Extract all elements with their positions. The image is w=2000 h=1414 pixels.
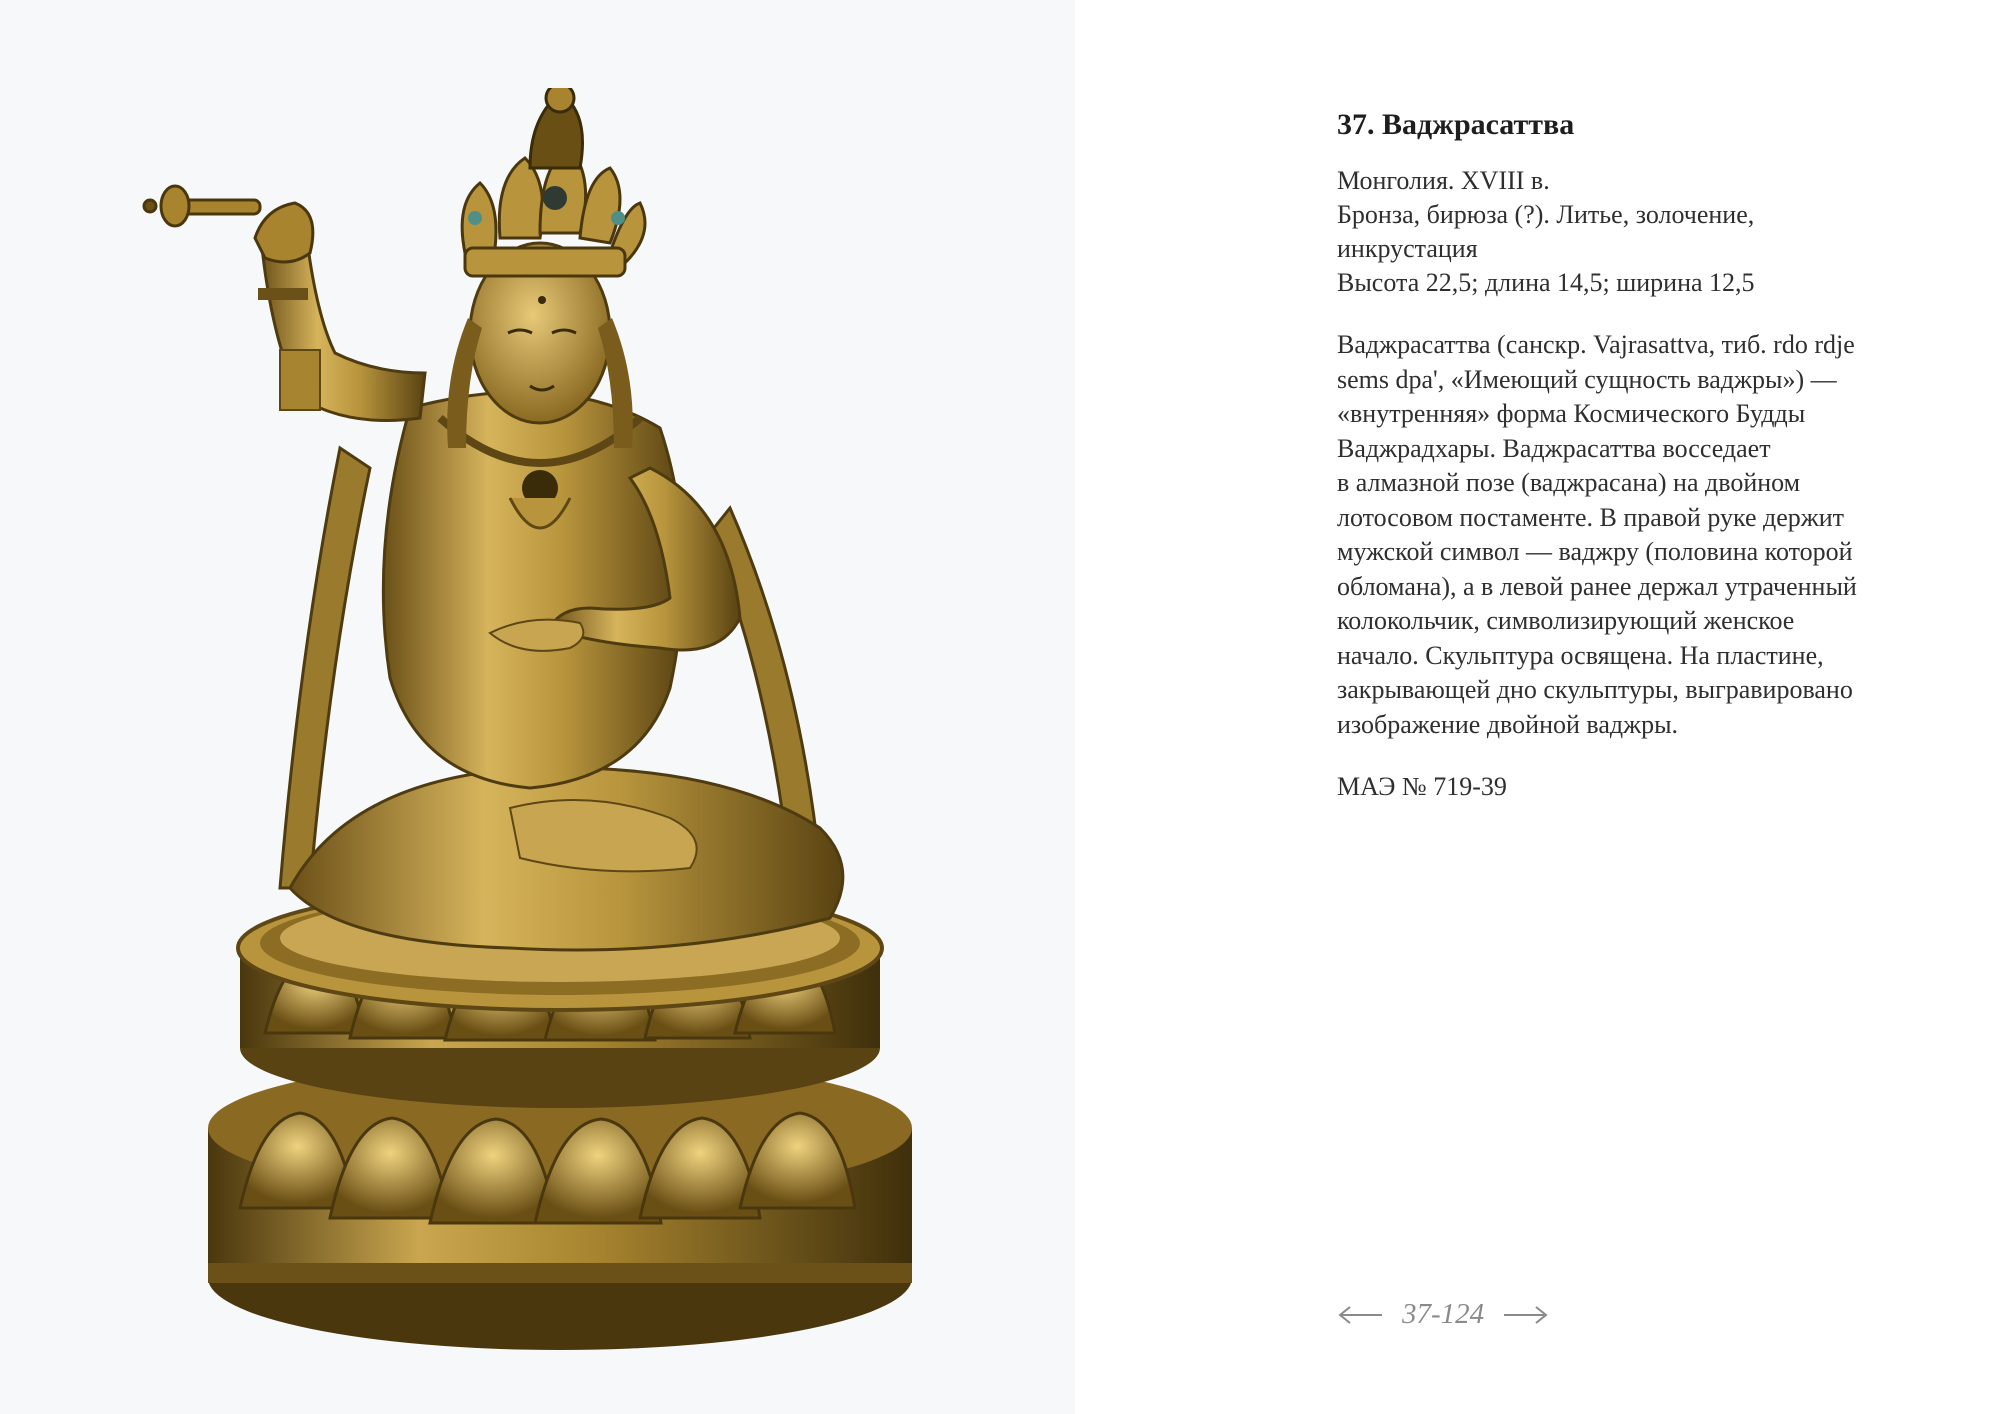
entry-description <box>1337 328 1937 742</box>
page-label: 37-124 <box>1402 1298 1485 1330</box>
description-line: sems dpa', «Имеющий сущность ваджры») — <box>1337 364 1837 394</box>
description-line: закрывающей дно скульптуры, выгравировано <box>1337 675 1853 704</box>
meta-dimensions: Высота 22,5; длина 14,5; ширина 12,5 <box>1337 268 1755 297</box>
description-line: мужской символ — ваджру (половина которой <box>1337 537 1853 566</box>
meta-material-cont: инкрустация <box>1337 234 1478 263</box>
inventory-number: МАЭ № 719-39 <box>1337 772 1507 801</box>
vajrasattva-statue-photo <box>90 88 970 1368</box>
meta-origin: Монголия. XVIII в. <box>1337 166 1550 195</box>
description-line: «внутренняя» форма Космического Будды <box>1337 399 1806 428</box>
page-navigation <box>1336 1298 1550 1331</box>
entry-meta <box>1337 164 1937 300</box>
meta-material: Бронза, бирюза (?). Литье, золочение, <box>1337 200 1755 229</box>
description-line: обломана), а в левой ранее держал утраченный <box>1337 571 1857 601</box>
description-line: в алмазной позе (ваджрасана) на двойном <box>1337 468 1801 497</box>
description-line: Ваджрадхары. Ваджрасаттва восседает <box>1337 433 1771 463</box>
description-line: Ваджрасаттва (санскр. Vajrasattva, тиб. rdo rdje <box>1337 330 1855 359</box>
arrow-right-icon[interactable] <box>1502 1305 1550 1325</box>
description-line: колокольчик, символизирующий женское <box>1337 606 1795 635</box>
description-line: лотосовом постаменте. В правой руке держит <box>1337 502 1845 532</box>
description-line: изображение двойной ваджры. <box>1337 709 1679 739</box>
entry-text <box>1337 108 1937 804</box>
entry-title: 37. Ваджрасаттва <box>1337 108 1575 141</box>
description-line: начало. Скульптура освящена. На пластине, <box>1337 640 1824 670</box>
arrow-left-icon[interactable] <box>1336 1305 1384 1325</box>
